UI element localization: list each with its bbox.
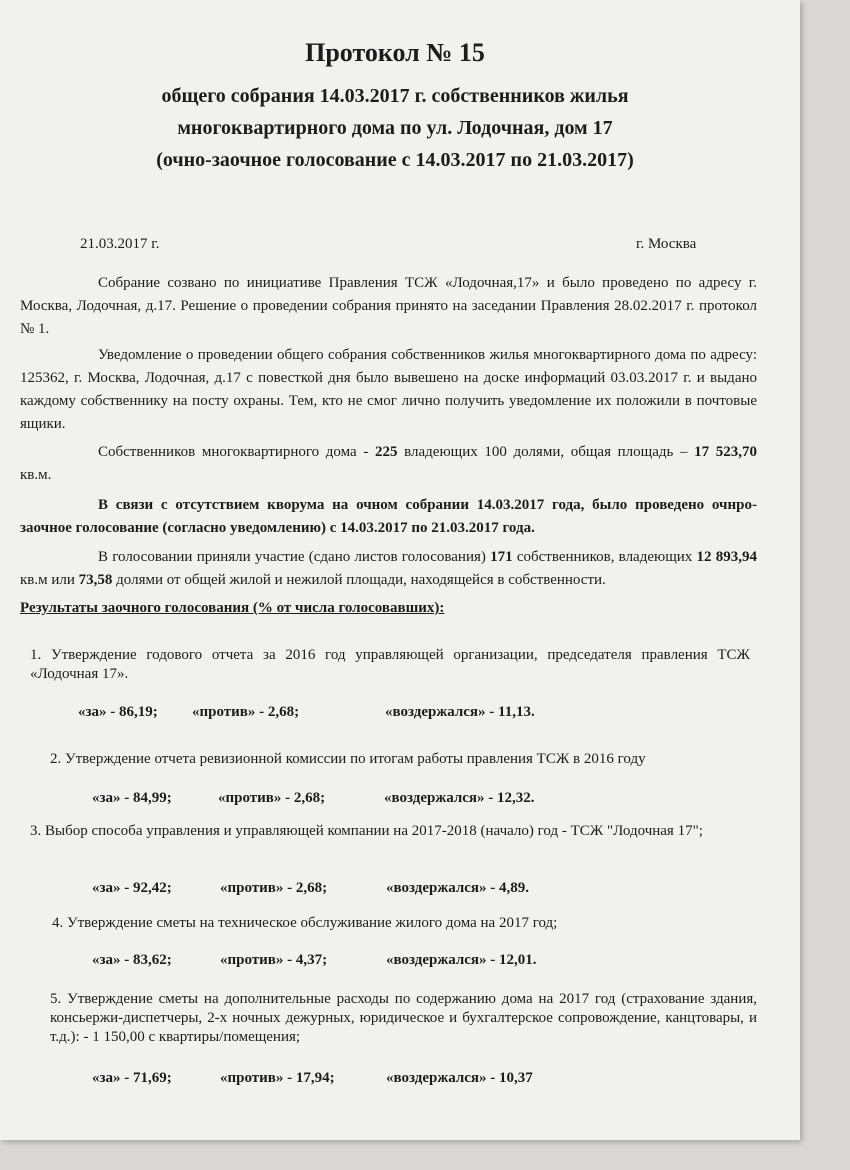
document-subtitle — [0, 80, 790, 176]
text-fragment: В голосовании приняли участие (сдано листов голосования) — [98, 549, 491, 565]
document-city: г. Москва — [636, 236, 697, 252]
agenda-item: 2. Утверждение отчета ревизионной комиссии по итогам работы правления ТСЖ в 2016 году — [50, 751, 646, 767]
vote-abstain: «воздержался» - 4,89. — [386, 880, 530, 896]
participants-share: 73,58 — [78, 572, 113, 588]
vote-against: «против» - 2,68; — [220, 880, 328, 896]
paragraph-quorum: В связи с отсутствием кворума на очном собрании 14.03.2017 года, было проведено очнро-заочное голосование (согласно уведомлению) с 14.03.2017 по 21.03.2017 года. — [20, 497, 757, 536]
vote-for: «за» - 92,42; — [92, 880, 172, 896]
document-date: 21.03.2017 г. — [80, 236, 160, 252]
paragraph-participation — [20, 546, 757, 592]
paragraph-notification: Уведомление о проведении общего собрания собственников жилья многоквартирного дома по адресу: 125362, г. Москва, Лодочная, д.17 с повесткой дня было вывешено на доске информаций 03.03.2017 г. и выдано каждому собственнику на посту охраны. Тем, кто не смог лично получить уведомление их положили в почтовые ящики. — [20, 347, 757, 432]
vote-abstain: «воздержался» - 11,13. — [385, 704, 535, 720]
subtitle-line: общего собрания 14.03.2017 г. собственников жилья — [161, 85, 629, 107]
owners-count: 225 — [374, 444, 398, 460]
vote-abstain: «воздержался» - 12,01. — [386, 952, 537, 968]
agenda-item: 1. Утверждение годового отчета за 2016 год управляющей организации, председателя правления ТСЖ «Лодочная 17». — [30, 647, 750, 682]
vote-for: «за» - 86,19; — [78, 704, 158, 720]
total-area: 17 523,70 — [694, 444, 758, 460]
text-fragment: кв.м. — [20, 467, 52, 483]
vote-abstain: «воздержался» - 10,37 — [386, 1070, 533, 1086]
agenda-item: 5. Утверждение сметы на дополнительные расходы по содержанию дома на 2017 год (страхование здания, консьержи-диспетчеры, 2-х ночных дежурных, юридическое и бухгалтерское сопровождение, канцтовары, и т.д.): - 1 150,00 с квартиры/помещения; — [50, 991, 757, 1045]
document-title: Протокол № 15 — [305, 38, 485, 67]
text-fragment: Собственников многоквартирного дома - — [98, 444, 375, 460]
vote-against: «против» - 4,37; — [220, 952, 328, 968]
vote-against: «против» - 2,68; — [192, 704, 300, 720]
vote-against: «против» - 2,68; — [218, 790, 326, 806]
participants-count: 171 — [490, 549, 513, 565]
text-fragment: долями от общей жилой и нежилой площади, находящейся в собственности. — [112, 572, 606, 588]
vote-against: «против» - 17,94; — [220, 1070, 335, 1086]
subtitle-line: (очно-заочное голосование с 14.03.2017 по 21.03.2017) — [156, 149, 634, 171]
text-fragment: владеющих 100 долями, общая площадь – — [397, 444, 695, 460]
agenda-item: 3. Выбор способа управления и управляющей компании на 2017-2018 (начало) год - ТСЖ "Лодочная 17"; — [30, 823, 703, 839]
paragraph-convocation: Собрание созвано по инициативе Правления ТСЖ «Лодочная,17» и было проведено по адресу г. Москва, Лодочная, д.17. Решение о проведении собрания принято на заседании Правления 28.02.2017 г. протокол № 1. — [20, 275, 757, 337]
vote-for: «за» - 83,62; — [92, 952, 172, 968]
vote-for: «за» - 71,69; — [92, 1070, 172, 1086]
results-heading: Результаты заочного голосования (% от числа голосовавших): — [20, 600, 445, 616]
participants-area: 12 893,94 — [696, 549, 758, 565]
agenda-item: 4. Утверждение сметы на техническое обслуживание жилого дома на 2017 год; — [52, 915, 558, 931]
paragraph-owners — [20, 441, 757, 487]
text-fragment: собственников, владеющих — [512, 549, 697, 565]
vote-for: «за» - 84,99; — [92, 790, 172, 806]
vote-abstain: «воздержался» - 12,32. — [384, 790, 535, 806]
text-fragment: кв.м или — [20, 572, 79, 588]
subtitle-line: многоквартирного дома по ул. Лодочная, дом 17 — [177, 117, 613, 139]
